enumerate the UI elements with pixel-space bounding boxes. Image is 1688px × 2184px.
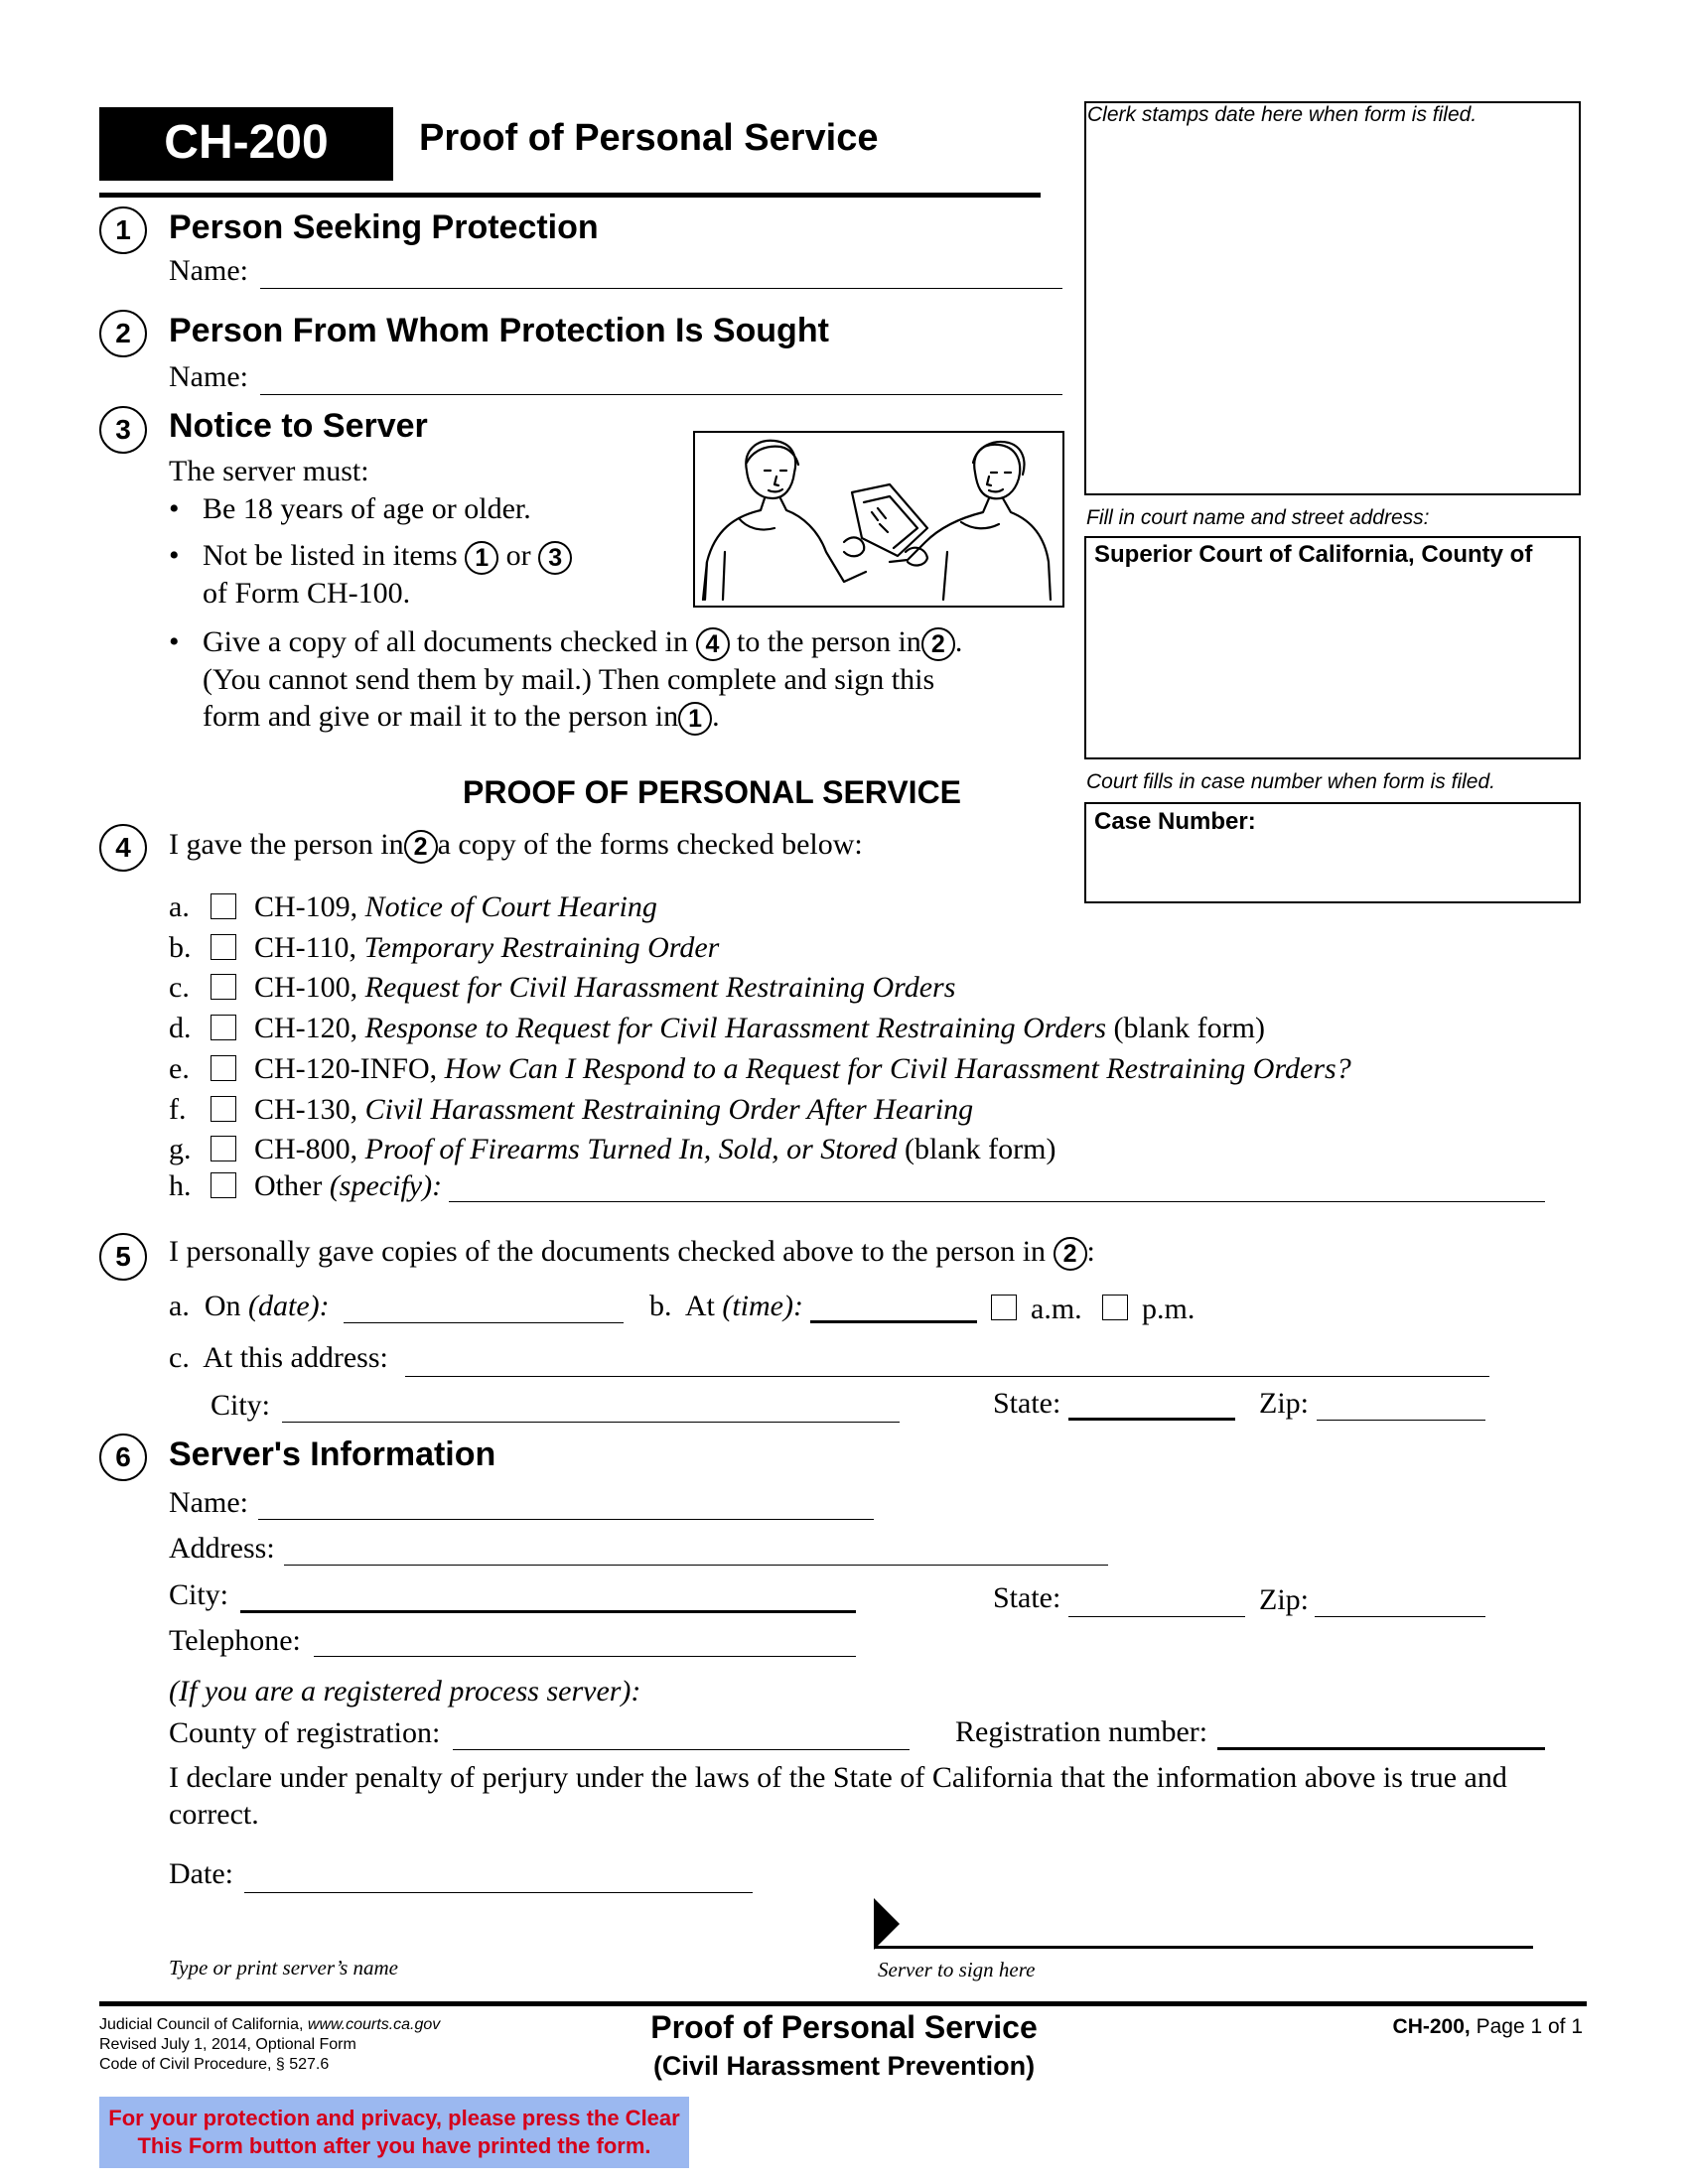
pm-checkbox-box[interactable]: [1102, 1295, 1128, 1320]
service-city-field[interactable]: [282, 1422, 900, 1423]
form-checkbox[interactable]: [211, 934, 236, 960]
court-name-label: Superior Court of California, County of: [1094, 541, 1533, 568]
case-number-label: Case Number:: [1094, 808, 1256, 835]
respondent-name-label: Name:: [169, 360, 248, 393]
print-name-caption: Type or print server’s name: [169, 1956, 398, 1979]
page-title: Proof of Personal Service: [419, 117, 879, 159]
proof-heading: PROOF OF PERSONAL SERVICE: [463, 774, 962, 810]
checklist-letter: g.: [169, 1133, 192, 1165]
server-zip-label: Zip:: [1259, 1583, 1309, 1616]
footer-line-3: Code of Civil Procedure, § 527.6: [99, 2056, 330, 2073]
inline-item-ref-1b: 1: [678, 702, 712, 736]
form-title: Notice of Court Hearing: [364, 890, 657, 923]
section-3-heading: Notice to Server: [169, 407, 428, 445]
other-label-text: Other: [254, 1169, 323, 1202]
form-title: Civil Harassment Restraining Order After Hearing: [364, 1093, 974, 1126]
form-suffix: (blank form): [905, 1133, 1056, 1165]
checklist-letter: d.: [169, 1012, 192, 1044]
sign-here-caption: Server to sign here: [878, 1958, 1036, 1981]
am-checkbox-box[interactable]: [991, 1295, 1017, 1320]
footer-title: Proof of Personal Service: [650, 2009, 1038, 2045]
server-name-label: Name:: [169, 1486, 248, 1519]
date-served-label: [169, 1289, 330, 1324]
respondent-name-field[interactable]: [260, 394, 1062, 395]
footer-council: Judicial Council of California,: [99, 2016, 304, 2033]
item-number-2: 2: [99, 310, 147, 357]
form-checkbox[interactable]: [211, 1136, 236, 1161]
bullet-age: Be 18 years of age or older.: [203, 492, 531, 525]
court-name-box[interactable]: [1084, 536, 1581, 759]
give-copy-text-b: to the person in: [737, 625, 921, 658]
inline-item-ref-4: 4: [696, 627, 730, 661]
petitioner-name-label: Name:: [169, 254, 248, 287]
checklist-form-label: [254, 970, 955, 1006]
form-code: CH-130,: [254, 1093, 358, 1126]
server-telephone-label: Telephone:: [169, 1624, 301, 1657]
inline-item-ref-2-s4: 2: [404, 830, 438, 864]
county-registration-label: County of registration:: [169, 1716, 441, 1749]
give-copy-text-a: Give a copy of all documents checked in: [203, 625, 688, 658]
server-telephone-field[interactable]: [314, 1656, 856, 1657]
county-registration-field[interactable]: [453, 1749, 910, 1750]
other-checkbox[interactable]: [211, 1172, 236, 1198]
court-name-note: Fill in court name and street address:: [1086, 506, 1430, 529]
footer-rule: [99, 2001, 1587, 2006]
section-5-lead: [169, 1234, 1095, 1271]
form-code: CH-120,: [254, 1012, 358, 1044]
inline-item-ref-2-s5: 2: [1054, 1237, 1087, 1271]
bullet-not-listed: [203, 538, 572, 575]
checklist-letter: c.: [169, 971, 190, 1004]
section-6-heading: Server's Information: [169, 1435, 496, 1473]
bullet-not-listed-cont: of Form CH-100.: [203, 577, 411, 610]
form-title: Temporary Restraining Order: [363, 931, 720, 964]
footer-form-code: CH-200,: [1392, 2015, 1471, 2038]
server-zip-field[interactable]: [1315, 1616, 1485, 1617]
other-label: [254, 1168, 442, 1204]
form-checkbox[interactable]: [211, 1015, 236, 1040]
item-number-6: 6: [99, 1433, 147, 1481]
section-4-lead-a: I gave the person in: [169, 828, 404, 861]
server-state-field[interactable]: [1068, 1616, 1245, 1617]
form-title: Request for Civil Harassment Restraining Orders: [364, 971, 956, 1004]
clear-notice-line-1: For your protection and privacy, please press the Clear: [108, 2106, 680, 2130]
service-state-label: State:: [993, 1387, 1061, 1420]
signature-date-label: Date:: [169, 1857, 233, 1890]
form-checkbox-box[interactable]: [211, 974, 236, 1000]
bullet-dot-1: •: [169, 492, 180, 525]
service-address-label: [169, 1340, 388, 1376]
form-title: Response to Request for Civil Harassment Restraining Orders: [364, 1012, 1107, 1044]
checklist-form-label: [254, 1051, 1351, 1087]
registration-number-label: Registration number:: [955, 1715, 1208, 1748]
declaration-line-1: I declare under penalty of perjury under the laws of the State of California that the information above is true and: [169, 1761, 1507, 1794]
checklist-form-label: [254, 1011, 1265, 1046]
item-number-5: 5: [99, 1233, 147, 1281]
give-copy-line-3: form and give or mail it to the person in 1 .: [203, 699, 720, 736]
footer-subtitle: (Civil Harassment Prevention): [652, 2051, 1036, 2081]
date-italic: (date):: [248, 1290, 330, 1322]
item-number-3: 3: [99, 406, 147, 454]
header-rule: [99, 193, 1041, 198]
inline-item-ref-3: 3: [538, 541, 572, 575]
sign-arrow-icon: [874, 1898, 900, 1950]
checklist-letter: a.: [169, 890, 190, 923]
or-text: or: [505, 539, 531, 572]
time-served-label: [649, 1289, 803, 1324]
form-checkbox-box[interactable]: [211, 1136, 236, 1161]
checklist-form-label: [254, 1132, 1055, 1167]
form-code: CH-100,: [254, 971, 358, 1004]
clerk-stamp-box[interactable]: [1084, 101, 1581, 495]
section-4-lead: [169, 827, 863, 864]
inline-item-ref-1: 1: [465, 541, 498, 575]
time-italic: (time):: [722, 1290, 803, 1322]
footer-page-info: [1393, 2015, 1583, 2039]
pm-label: p.m.: [1142, 1293, 1196, 1325]
time-at: At: [684, 1290, 715, 1322]
form-checkbox-box[interactable]: [211, 1055, 236, 1081]
service-city-label: City:: [211, 1389, 271, 1422]
section-4-lead-b: a copy of the forms checked below:: [437, 828, 863, 861]
section-1-heading: Person Seeking Protection: [169, 208, 599, 246]
server-address-label: Address:: [169, 1532, 275, 1565]
form-checkbox-box[interactable]: [211, 893, 236, 919]
form-title: How Can I Respond to a Request for Civil Harassment Restraining Orders?: [444, 1052, 1351, 1085]
bullet-dot-3: •: [169, 625, 180, 658]
am-label: a.m.: [1031, 1293, 1082, 1325]
checklist-letter: e.: [169, 1052, 190, 1085]
other-specify-field[interactable]: [449, 1201, 1545, 1202]
time-letter: b.: [649, 1290, 672, 1322]
registered-server-note: (If you are a registered process server):: [169, 1675, 641, 1707]
case-number-note: Court fills in case number when form is filed.: [1086, 770, 1495, 793]
footer-website: www.courts.ca.gov: [307, 2016, 441, 2033]
signature-date-field[interactable]: [244, 1892, 753, 1893]
time-served-field[interactable]: [810, 1320, 977, 1323]
people-handing-papers-icon: [695, 433, 1062, 606]
petitioner-name-field[interactable]: [260, 288, 1062, 289]
item-number-4: 4: [99, 824, 147, 872]
server-address-field[interactable]: [284, 1565, 1108, 1566]
footer-page-number: Page 1 of 1: [1476, 2015, 1583, 2038]
give-copy-line-2: (You cannot send them by mail.) Then complete and sign this: [203, 663, 935, 696]
form-code-badge: CH-200: [99, 107, 393, 181]
registration-number-field[interactable]: [1217, 1747, 1545, 1750]
bullet-not-listed-text: Not be listed in items: [203, 539, 458, 572]
give-copy-text-d: form and give or mail it to the person in: [203, 700, 679, 733]
am-checkbox[interactable]: [991, 1295, 1017, 1320]
server-name-field[interactable]: [258, 1519, 874, 1520]
service-state-field[interactable]: [1068, 1418, 1235, 1421]
form-checkbox-box[interactable]: [211, 1015, 236, 1040]
other-letter: h.: [169, 1169, 192, 1202]
section-2-heading: Person From Whom Protection Is Sought: [169, 312, 829, 349]
form-checkbox[interactable]: [211, 1055, 236, 1081]
checklist-letter: f.: [169, 1093, 187, 1126]
form-code: CH-110,: [254, 931, 357, 964]
pm-checkbox[interactable]: [1102, 1295, 1128, 1320]
clear-form-notice: [99, 2097, 689, 2168]
checklist-form-label: [254, 930, 719, 966]
form-checkbox-box[interactable]: [211, 934, 236, 960]
form-checkbox[interactable]: [211, 974, 236, 1000]
checklist-form-label: [254, 1092, 973, 1128]
other-specify-text: (specify):: [329, 1169, 443, 1202]
server-must-intro: The server must:: [169, 455, 369, 487]
form-title: Proof of Firearms Turned In, Sold, or Stored: [364, 1133, 898, 1165]
form-checkbox[interactable]: [211, 893, 236, 919]
server-city-field[interactable]: [240, 1610, 856, 1613]
date-on: On: [204, 1290, 241, 1322]
form-checkbox-box[interactable]: [211, 1096, 236, 1122]
address-letter: c.: [169, 1341, 190, 1374]
footer-line-2: Revised July 1, 2014, Optional Form: [99, 2036, 356, 2053]
service-zip-field[interactable]: [1317, 1420, 1485, 1421]
clear-notice-line-2: This Form button after you have printed the form.: [137, 2133, 651, 2158]
date-served-field[interactable]: [344, 1322, 624, 1323]
date-letter: a.: [169, 1290, 190, 1322]
server-state-label: State:: [993, 1581, 1061, 1614]
clerk-stamp-note: Clerk stamps date here when form is filed.: [1087, 103, 1477, 126]
section-5-lead-a: I personally gave copies of the documents checked above to the person in: [169, 1235, 1047, 1268]
checklist-letter: b.: [169, 931, 192, 964]
signature-field[interactable]: [874, 1946, 1533, 1949]
inline-item-ref-2: 2: [921, 627, 955, 661]
section-5-lead-b: :: [1086, 1235, 1095, 1268]
item-number-1: 1: [99, 206, 147, 254]
form-suffix: (blank form): [1113, 1012, 1265, 1044]
bullet-give-copy: Give a copy of all documents checked in 4 to the person in 2 .: [203, 624, 962, 661]
service-zip-label: Zip:: [1259, 1387, 1309, 1420]
checklist-form-label: [254, 889, 657, 925]
form-code: CH-800,: [254, 1133, 358, 1165]
server-city-label: City:: [169, 1578, 229, 1611]
other-checkbox-box[interactable]: [211, 1172, 236, 1198]
form-code: CH-120-INFO,: [254, 1052, 438, 1085]
declaration-line-2: correct.: [169, 1798, 259, 1831]
address-text: At this address:: [203, 1341, 388, 1374]
form-code: CH-109,: [254, 890, 358, 923]
form-checkbox[interactable]: [211, 1096, 236, 1122]
bullet-dot-2: •: [169, 539, 180, 572]
service-address-field[interactable]: [405, 1376, 1489, 1377]
service-illustration: [693, 431, 1064, 608]
